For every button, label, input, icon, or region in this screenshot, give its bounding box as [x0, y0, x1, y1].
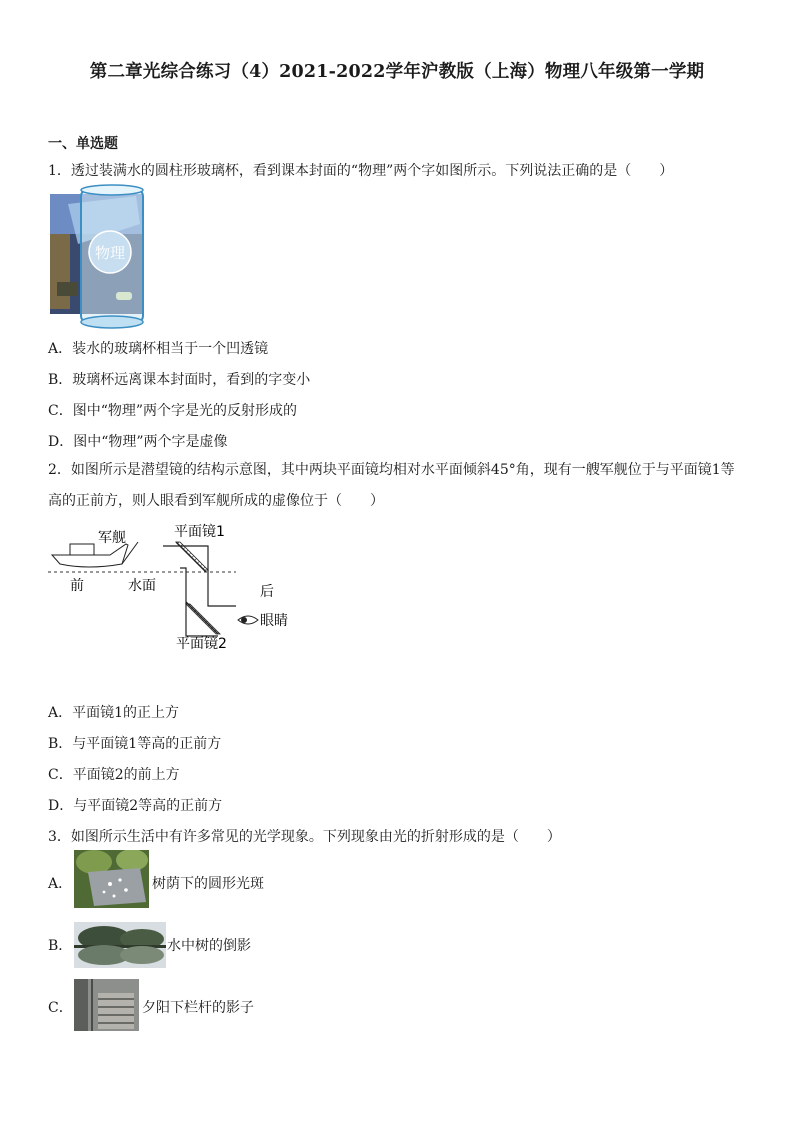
question-3-stem: 3．如图所示生活中有许多常见的光学现象。下列现象由光的折射形成的是（ ）	[48, 829, 561, 845]
question-3-option-b-label: B．	[48, 938, 73, 954]
label-front: 前	[70, 578, 84, 594]
question-1-figure	[48, 184, 148, 334]
leaf-shape	[116, 850, 148, 871]
label-eye: 眼睛	[260, 613, 288, 629]
question-2-option-c: C．平面镜2的前上方	[48, 767, 180, 783]
light-spot	[108, 882, 112, 886]
photo-railing-shadow	[74, 979, 139, 1031]
light-spot	[103, 891, 106, 894]
question-3-option-c-text: 夕阳下栏杆的影子	[142, 1000, 254, 1016]
photo-tree-shade	[74, 850, 149, 908]
question-1-option-b: B．玻璃杯远离课本封面时，看到的字变小	[48, 372, 311, 388]
question-3-option-a-text: 树荫下的圆形光斑	[152, 876, 264, 892]
question-2-option-d: D．与平面镜2等高的正前方	[48, 798, 223, 814]
glass-cup-base	[81, 316, 143, 328]
label-water-surface: 水面	[128, 578, 156, 594]
question-1-option-c: C．图中“物理”两个字是光的反射形成的	[48, 403, 298, 419]
railing-post	[74, 979, 88, 1031]
ground-board	[88, 868, 146, 906]
warship-cabin	[70, 544, 94, 555]
publisher-logo	[116, 292, 132, 300]
eye-pupil	[241, 617, 247, 623]
periscope-diagram	[48, 520, 298, 660]
question-2-stem: 2．如图所示是潜望镜的结构示意图，其中两块平面镜均相对水平面倾斜45°角，现有一艘军舰位于与平面镜1等高的正前方，则人眼看到军舰所成的虚像位于（ ）	[48, 462, 735, 509]
light-spot	[113, 895, 116, 898]
question-1-option-a: A．装水的玻璃杯相当于一个凹透镜	[48, 341, 269, 357]
question-2-option-a: A．平面镜1的正上方	[48, 705, 180, 721]
question-3-option-a-label: A．	[48, 876, 73, 892]
leaf-shape	[76, 850, 112, 874]
tree-reflection	[120, 946, 164, 964]
question-1-stem: 1．透过装满水的圆柱形玻璃杯，看到课本封面的“物理”两个字如图所示。下列说法正确的是（ ）	[48, 163, 674, 179]
light-spot	[124, 888, 128, 892]
question-2-option-b: B．与平面镜1等高的正前方	[48, 736, 222, 752]
section-heading: 一、单选题	[48, 136, 118, 152]
question-1-option-d: D．图中“物理”两个字是虚像	[48, 434, 228, 450]
question-3-option-b-text: 水中树的倒影	[167, 938, 251, 954]
question-3-option-c-label: C．	[48, 1000, 73, 1016]
mirror-2-surface	[186, 602, 218, 634]
label-mirror-1: 平面镜1	[174, 524, 225, 540]
book-cover-strip	[50, 234, 70, 309]
photo-tree-reflection	[74, 922, 166, 968]
book-label-block	[57, 282, 77, 296]
label-back: 后	[260, 584, 274, 600]
magnified-text: 物理	[94, 244, 126, 262]
label-mirror-2: 平面镜2	[176, 636, 227, 652]
light-spot	[118, 878, 121, 881]
periscope-tube-outer	[163, 546, 236, 606]
page-title: 第二章光综合练习（4）2021-2022学年沪教版（上海）物理八年级第一学期	[89, 62, 705, 82]
glass-cup-rim	[81, 185, 143, 195]
label-warship: 军舰	[98, 530, 126, 546]
